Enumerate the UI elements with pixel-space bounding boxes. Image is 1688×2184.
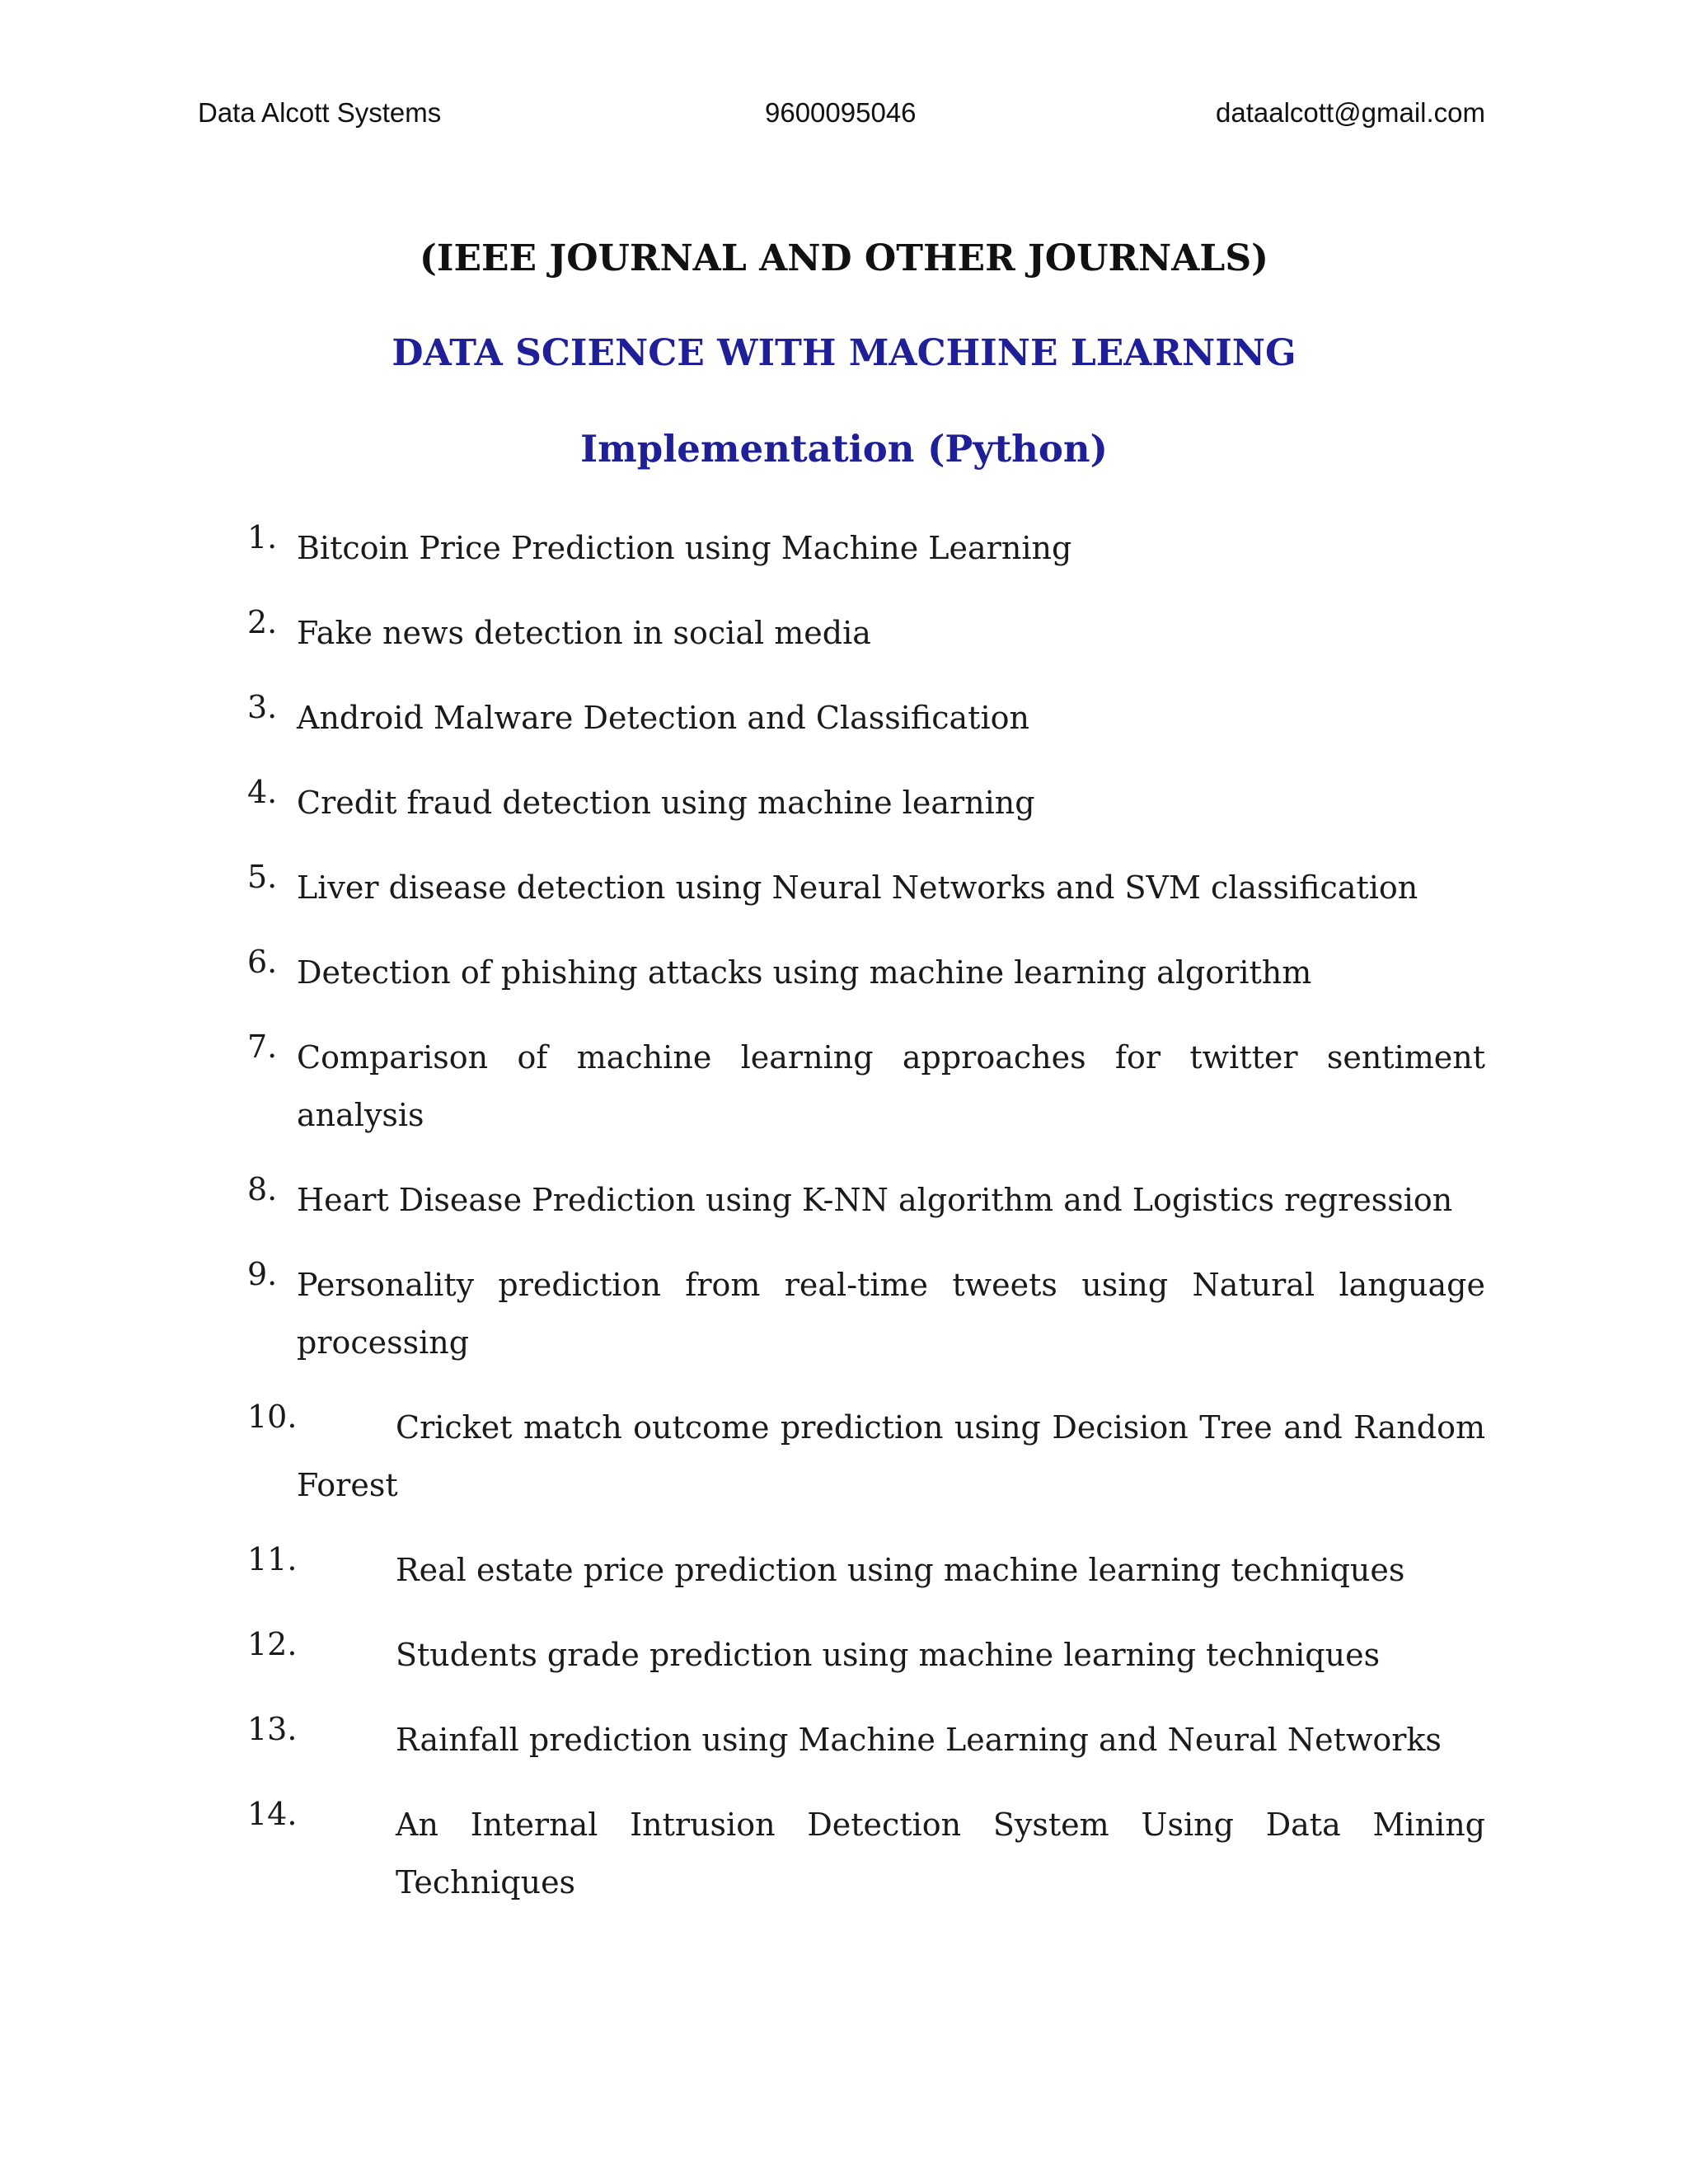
list-item-number: 9. <box>247 1256 278 1292</box>
list-item-number: 7. <box>247 1029 278 1065</box>
header-phone: 9600095046 <box>765 97 917 128</box>
document-title-journals: (IEEE JOURNAL AND OTHER JOURNALS) <box>420 237 1268 279</box>
list-item-text: Bitcoin Price Prediction using Machine Learning <box>297 530 1072 566</box>
list-item-text: An Internal Intrusion Detection System Using Data Mining Techniques <box>396 1807 1485 1900</box>
list-item-number: 11. <box>247 1541 298 1577</box>
list-item-text: Detection of phishing attacks using machine learning algorithm <box>297 954 1312 991</box>
list-item-text: Credit fraud detection using machine learning <box>297 785 1035 821</box>
header-email: dataalcott@gmail.com <box>1216 97 1485 128</box>
list-item-number: 12. <box>247 1626 298 1662</box>
list-item-number: 4. <box>247 774 278 810</box>
list-item-number: 3. <box>247 689 278 725</box>
list-item-text: Students grade prediction using machine learning techniques <box>396 1637 1381 1673</box>
list-item-number: 5. <box>247 859 278 895</box>
list-item-text: Android Malware Detection and Classification <box>297 700 1029 736</box>
list-item-text: Personality prediction from real-time tweets using Natural language processing <box>297 1267 1485 1361</box>
list-item-number: 13. <box>247 1711 298 1747</box>
list-item-number: 10. <box>247 1399 298 1435</box>
list-item-text: Heart Disease Prediction using K-NN algorithm and Logistics regression <box>297 1182 1453 1218</box>
list-item-text: Fake news detection in social media <box>297 615 871 651</box>
document-title-implementation: Implementation (Python) <box>580 427 1108 471</box>
list-item-number: 1. <box>247 519 278 555</box>
list-item-text: Real estate price prediction using machine learning techniques <box>396 1552 1405 1588</box>
list-item-text: Rainfall prediction using Machine Learning and Neural Networks <box>396 1722 1442 1758</box>
page-header <box>198 97 1485 138</box>
list-item-text: Comparison of machine learning approaches for twitter sentiment analysis <box>297 1039 1485 1133</box>
list-item-number: 2. <box>247 604 278 640</box>
document-title-topic: DATA SCIENCE WITH MACHINE LEARNING <box>392 332 1296 374</box>
list-item-text: Cricket match outcome prediction using Decision Tree and Random Forest <box>297 1409 1485 1503</box>
list-item-number: 6. <box>247 944 278 980</box>
header-company: Data Alcott Systems <box>198 97 442 128</box>
list-item-text: Liver disease detection using Neural Networks and SVM classification <box>297 869 1418 906</box>
list-item-number: 14. <box>247 1796 298 1832</box>
list-item-number: 8. <box>247 1171 278 1207</box>
